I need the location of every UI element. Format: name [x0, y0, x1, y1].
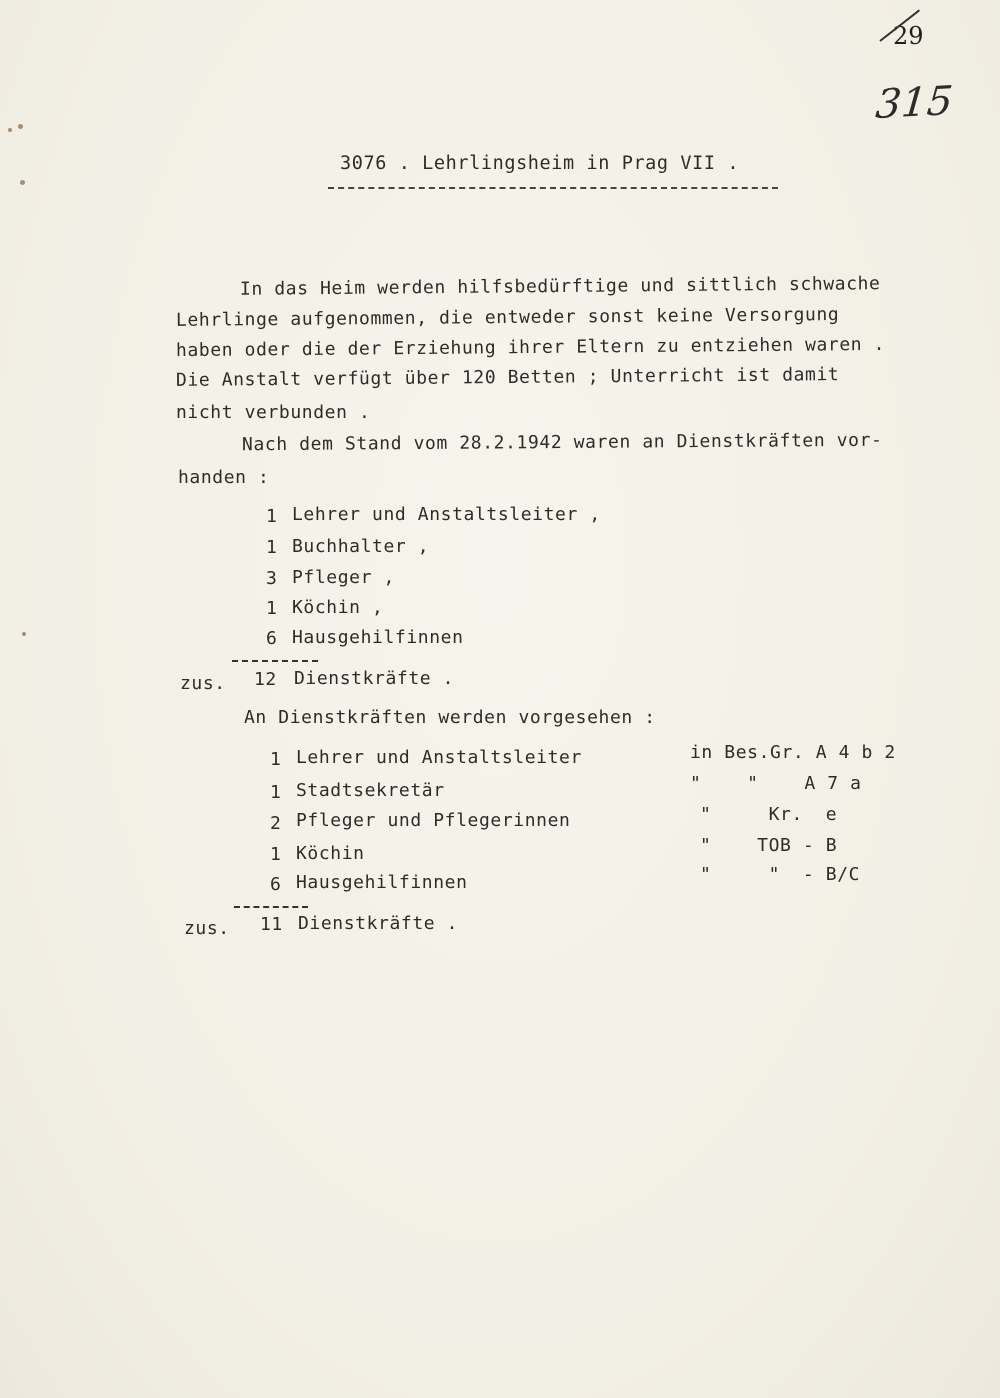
edge-mark: [18, 124, 23, 129]
total-label: Dienstkräfte .: [294, 668, 455, 689]
total-label: Dienstkräfte .: [298, 913, 459, 934]
title-underline: [328, 187, 778, 189]
sum-underline: [234, 906, 308, 908]
edge-mark: [20, 180, 25, 185]
stand-line: handen :: [178, 467, 270, 488]
sum-underline: [232, 660, 318, 662]
document-title: 3076 . Lehrlingsheim in Prag VII .: [340, 153, 740, 174]
staff-count: 1: [266, 598, 278, 619]
staff-role: Lehrer und Anstaltsleiter ,: [292, 504, 601, 525]
planned-grade: " " - B/C: [700, 864, 861, 885]
page-number-old: 29: [893, 22, 924, 50]
staff-role: Pfleger ,: [292, 567, 395, 588]
planned-count: 2: [270, 813, 282, 834]
staff-role: Buchhalter ,: [292, 536, 430, 557]
planned-grade: in Bes.Gr. A 4 b 2: [690, 742, 896, 763]
edge-mark: [8, 128, 12, 132]
planned-count: 1: [270, 782, 282, 803]
planned-count: 1: [270, 844, 282, 865]
intro-line: Lehrlinge aufgenommen, die entweder sonst keine Versorgung: [175, 304, 840, 331]
total-prefix: zus.: [184, 918, 230, 939]
intro-line: haben oder die der Erziehung ihrer Eltern zu entziehen waren .: [175, 333, 886, 362]
planned-intro: An Dienstkräften werden vorgesehen :: [244, 707, 656, 728]
planned-role: Lehrer und Anstaltsleiter: [296, 747, 582, 768]
planned-role: Stadtsekretär: [296, 780, 445, 801]
planned-role: Pfleger und Pflegerinnen: [296, 810, 571, 831]
planned-role: Köchin: [296, 843, 365, 864]
planned-grade: " " A 7 a: [690, 773, 862, 794]
planned-count: 1: [270, 749, 282, 770]
staff-count: 1: [266, 506, 278, 527]
stand-line: Nach dem Stand vom 28.2.1942 waren an Dienstkräften vor-: [241, 429, 883, 456]
planned-grade: " Kr. e: [700, 804, 838, 825]
intro-line: In das Heim werden hilfsbedürftige und sittlich schwache: [239, 273, 881, 300]
staff-count: 3: [266, 568, 278, 589]
intro-line: Die Anstalt verfügt über 120 Betten ; Unterricht ist damit: [175, 364, 840, 391]
planned-count: 6: [270, 874, 282, 895]
total-count: 12: [254, 669, 277, 690]
intro-line: nicht verbunden .: [176, 402, 371, 423]
staff-role: Hausgehilfinnen: [292, 627, 464, 648]
edge-mark: [22, 632, 26, 636]
planned-role: Hausgehilfinnen: [296, 872, 468, 893]
staff-role: Köchin ,: [292, 597, 384, 618]
total-count: 11: [260, 914, 283, 935]
planned-grade: " TOB - B: [700, 835, 838, 856]
staff-count: 1: [266, 537, 278, 558]
total-prefix: zus.: [180, 673, 226, 694]
page-number-new: 315: [873, 78, 955, 128]
staff-count: 6: [266, 628, 278, 649]
